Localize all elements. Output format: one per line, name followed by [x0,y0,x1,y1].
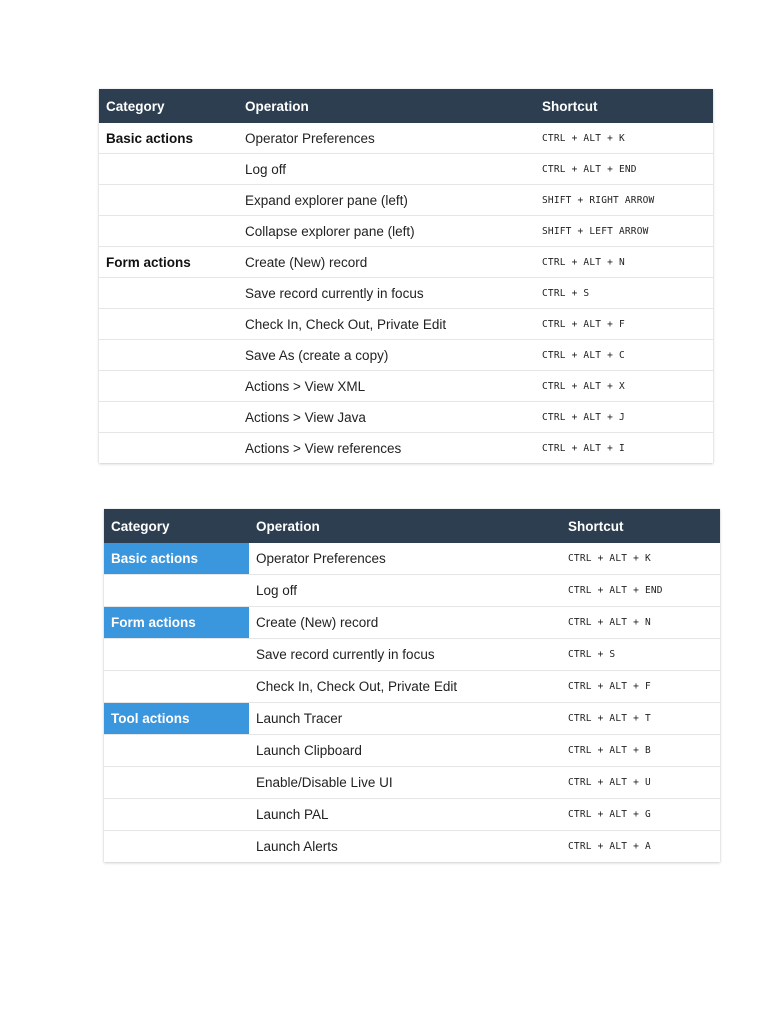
operation-cell: Operator Preferences [256,551,386,566]
shortcut-cell: CTRL + ALT + K [568,553,651,564]
category-cell [99,154,238,184]
header-shortcut: Shortcut [542,98,598,114]
shortcut-cell: CTRL + ALT + END [542,163,637,175]
category-cell [104,671,249,702]
shortcut-cell: CTRL + ALT + I [542,442,625,454]
operation-cell: Create (New) record [256,615,379,630]
category-cell [99,278,238,308]
category-cell: Form actions [106,254,191,270]
category-cell: Basic actions [106,130,194,146]
category-cell [104,767,249,798]
table-row [104,702,720,734]
table-row [99,339,713,370]
shortcuts-table-highlighted [104,509,720,862]
operation-cell: Log off [245,161,287,177]
shortcut-cell: CTRL + ALT + B [568,745,651,756]
category-cell [99,433,238,463]
shortcut-cell: CTRL + ALT + K [542,132,625,144]
header-operation: Operation [245,98,309,114]
operation-cell: Collapse explorer pane (left) [245,223,415,239]
table-row [99,308,713,339]
table-row [104,606,720,638]
operation-cell: Create (New) record [245,254,368,270]
table-row [99,184,713,215]
table-row [104,638,720,670]
operation-cell: Actions > View Java [245,409,366,425]
header-shortcut: Shortcut [568,518,624,534]
table-row [99,246,713,277]
shortcut-cell: CTRL + ALT + U [568,777,651,788]
category-cell [99,309,238,339]
table-row [99,432,713,463]
shortcut-cell: SHIFT + LEFT ARROW [542,225,649,237]
operation-cell: Enable/Disable Live UI [256,775,393,790]
shortcut-cell: CTRL + ALT + J [542,411,625,423]
header-category: Category [111,518,170,534]
operation-cell: Launch Tracer [256,711,343,726]
operation-cell: Save As (create a copy) [245,347,389,363]
operation-cell: Check In, Check Out, Private Edit [256,679,458,694]
table-header [104,509,720,543]
operation-cell: Expand explorer pane (left) [245,192,408,208]
category-cell [99,185,238,215]
shortcut-cell: CTRL + S [568,649,616,660]
operation-cell: Operator Preferences [245,130,375,146]
shortcut-cell: CTRL + S [542,287,590,299]
category-cell [104,735,249,766]
category-cell [99,371,238,401]
operation-cell: Launch PAL [256,807,329,822]
operation-cell: Actions > View references [245,440,402,456]
operation-cell: Log off [256,583,298,598]
category-cell [99,216,238,246]
table-body [99,123,713,463]
operation-cell: Check In, Check Out, Private Edit [245,316,447,332]
table-row [104,670,720,702]
shortcut-cell: CTRL + ALT + X [542,380,625,392]
category-cell: Basic actions [104,543,249,574]
shortcut-cell: CTRL + ALT + N [542,256,625,268]
shortcut-cell: CTRL + ALT + END [568,585,663,596]
category-cell [104,639,249,670]
category-cell [104,799,249,830]
operation-cell: Launch Alerts [256,839,338,854]
table-row [99,370,713,401]
table-row [104,543,720,574]
shortcut-cell: CTRL + ALT + A [568,841,651,852]
operation-cell: Launch Clipboard [256,743,362,758]
shortcut-cell: CTRL + ALT + T [568,713,651,724]
shortcut-cell: CTRL + ALT + C [542,349,625,361]
table-row [99,153,713,184]
category-cell [104,831,249,862]
table-row [104,574,720,606]
table-row [104,766,720,798]
shortcut-cell: CTRL + ALT + F [542,318,625,330]
table-row [99,123,713,153]
table-row [104,830,720,862]
operation-cell: Actions > View XML [245,378,366,394]
category-cell: Tool actions [104,703,249,734]
table-row [99,277,713,308]
shortcut-cell: SHIFT + RIGHT ARROW [542,194,655,206]
table-row [99,401,713,432]
header-category: Category [106,98,165,114]
table-row [99,215,713,246]
header-operation: Operation [256,518,320,534]
category-cell [104,575,249,606]
shortcuts-table-plain [99,89,713,463]
category-cell [99,402,238,432]
table-body [104,543,720,862]
category-cell: Form actions [104,607,249,638]
shortcut-cell: CTRL + ALT + N [568,617,651,628]
table-row [104,734,720,766]
table-header [99,89,713,123]
operation-cell: Save record currently in focus [245,285,424,301]
operation-cell: Save record currently in focus [256,647,435,662]
shortcut-cell: CTRL + ALT + G [568,809,651,820]
category-cell [99,340,238,370]
shortcut-cell: CTRL + ALT + F [568,681,651,692]
table-row [104,798,720,830]
